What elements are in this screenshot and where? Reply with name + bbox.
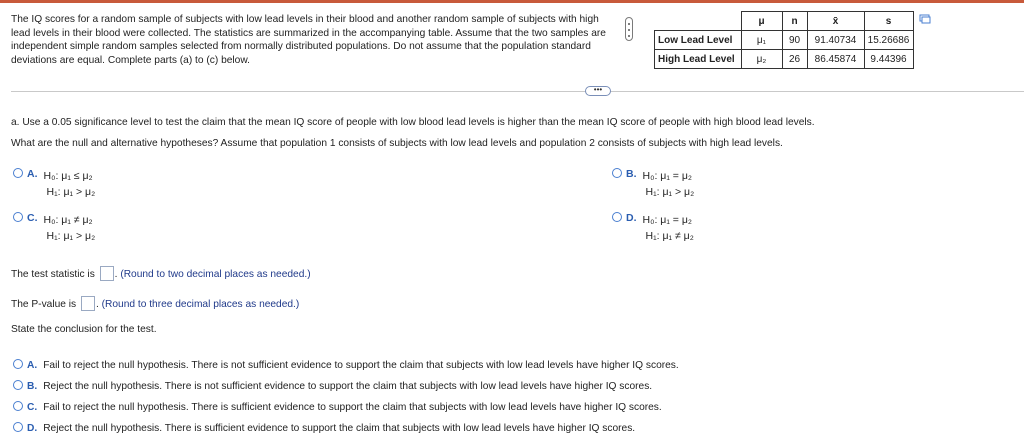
table-header-row [655,12,914,31]
header-mu: μ [741,12,782,31]
cell-s: 9.44396 [864,50,913,69]
copy-icon[interactable] [919,14,931,24]
pvalue-note: (Round to three decimal places as needed.) [101,299,300,310]
test-statistic-label: The test statistic is [11,269,95,280]
radio-button[interactable] [13,401,23,411]
hypothesis-option-a[interactable]: A. H₀: μ₁ ≤ μ₂ H₁: μ₁ > μ₂ [13,168,95,200]
radio-button[interactable] [13,422,23,432]
test-statistic-line: The test statistic is . (Round to two decimal places as needed.) [11,266,311,281]
top-accent-bar [0,0,1024,3]
test-statistic-note: (Round to two decimal places as needed.) [120,269,311,280]
cell-xbar: 86.45874 [807,50,864,69]
radio-button[interactable] [13,212,23,222]
alt-hypothesis: H₁: μ₁ > μ₂ [46,186,96,198]
dot-icon [628,23,630,25]
part-a-prompt: a. Use a 0.05 significance level to test the claim that the mean IQ score of people with low blood lead levels is higher than the mean IQ score of people with high blood lead levels. [11,117,815,128]
expand-handle-horizontal[interactable]: ••• [585,86,611,96]
conclusion-option-c[interactable]: C. Fail to reject the null hypothesis. There is sufficient evidence to support the claim that subjects with low lead levels have higher IQ scores. [13,401,662,413]
null-hypothesis: H₀: μ₁ = μ₂ [642,170,692,182]
hypotheses-question: What are the null and alternative hypotheses? Assume that population 1 consists of subjects with low lead levels and population 2 consists of subjects with high lead levels. [11,138,783,149]
header-s: s [864,12,913,31]
hypothesis-option-b[interactable]: B. H₀: μ₁ = μ₂ H₁: μ₁ > μ₂ [612,168,694,200]
collapse-handle-vertical[interactable] [625,17,633,41]
alt-hypothesis: H₁: μ₁ ≠ μ₂ [645,230,694,242]
conclusion-text: Reject the null hypothesis. There is sufficient evidence to support the claim that subjects with low lead levels have higher IQ scores. [43,423,636,434]
cell-s: 15.26686 [864,31,913,50]
cell-n: 26 [782,50,807,69]
cell-mu: μ₂ [741,50,782,69]
table-row [655,50,914,69]
cell-mu: μ₁ [741,31,782,50]
null-hypothesis: H₀: μ₁ ≤ μ₂ [43,170,93,182]
dot-icon [628,35,630,37]
header-xbar: x̄ [807,12,864,31]
conclusion-option-b[interactable]: B. Reject the null hypothesis. There is not sufficient evidence to support the claim that subjects with low lead levels have higher IQ scores. [13,380,652,392]
cell-xbar: 91.40734 [807,31,864,50]
pvalue-label: The P-value is [11,299,77,310]
alt-hypothesis: H₁: μ₁ > μ₂ [645,186,695,198]
radio-button[interactable] [612,168,622,178]
conclusion-text: Fail to reject the null hypothesis. There is not sufficient evidence to support the claim that subjects with low lead levels have higher IQ scores. [43,360,679,371]
row-label: Low Lead Level [655,31,742,50]
pvalue-input[interactable] [81,296,95,311]
hypothesis-option-d[interactable]: D. H₀: μ₁ = μ₂ H₁: μ₁ ≠ μ₂ [612,212,694,244]
radio-button[interactable] [13,168,23,178]
null-hypothesis: H₀: μ₁ ≠ μ₂ [43,214,93,226]
test-statistic-input[interactable] [100,266,114,281]
section-divider [11,91,1024,92]
pvalue-line: The P-value is . (Round to three decimal places as needed.) [11,296,299,311]
table-corner [655,12,742,31]
cell-n: 90 [782,31,807,50]
header-n: n [782,12,807,31]
conclusion-prompt: State the conclusion for the test. [11,324,157,335]
problem-intro: The IQ scores for a random sample of subjects with low lead levels in their blood and another random sample of subjects with high lead levels in their blood were collected. The statistics are summarized in the accompanying table. Assume that the two samples are independent simple random samples selected from normally distributed populations. Do not assume that the population standard deviations are equal. Complete parts (a) to (c) below. [11,14,606,66]
conclusion-text: Reject the null hypothesis. There is not sufficient evidence to support the claim that subjects with low lead levels have higher IQ scores. [43,381,653,392]
radio-button[interactable] [612,212,622,222]
conclusion-text: Fail to reject the null hypothesis. There is sufficient evidence to support the claim that subjects with low lead levels have higher IQ scores. [43,402,662,413]
null-hypothesis: H₀: μ₁ = μ₂ [642,214,692,226]
dot-icon [628,29,630,31]
summary-table [654,11,914,69]
row-label: High Lead Level [655,50,742,69]
alt-hypothesis: H₁: μ₁ > μ₂ [46,230,96,242]
conclusion-option-d[interactable]: D. Reject the null hypothesis. There is sufficient evidence to support the claim that subjects with low lead levels have higher IQ scores. [13,422,635,434]
radio-button[interactable] [13,380,23,390]
conclusion-option-a[interactable]: A. Fail to reject the null hypothesis. There is not sufficient evidence to support the claim that subjects with low lead levels have higher IQ scores. [13,359,679,371]
table-row [655,31,914,50]
hypothesis-option-c[interactable]: C. H₀: μ₁ ≠ μ₂ H₁: μ₁ > μ₂ [13,212,95,244]
radio-button[interactable] [13,359,23,369]
